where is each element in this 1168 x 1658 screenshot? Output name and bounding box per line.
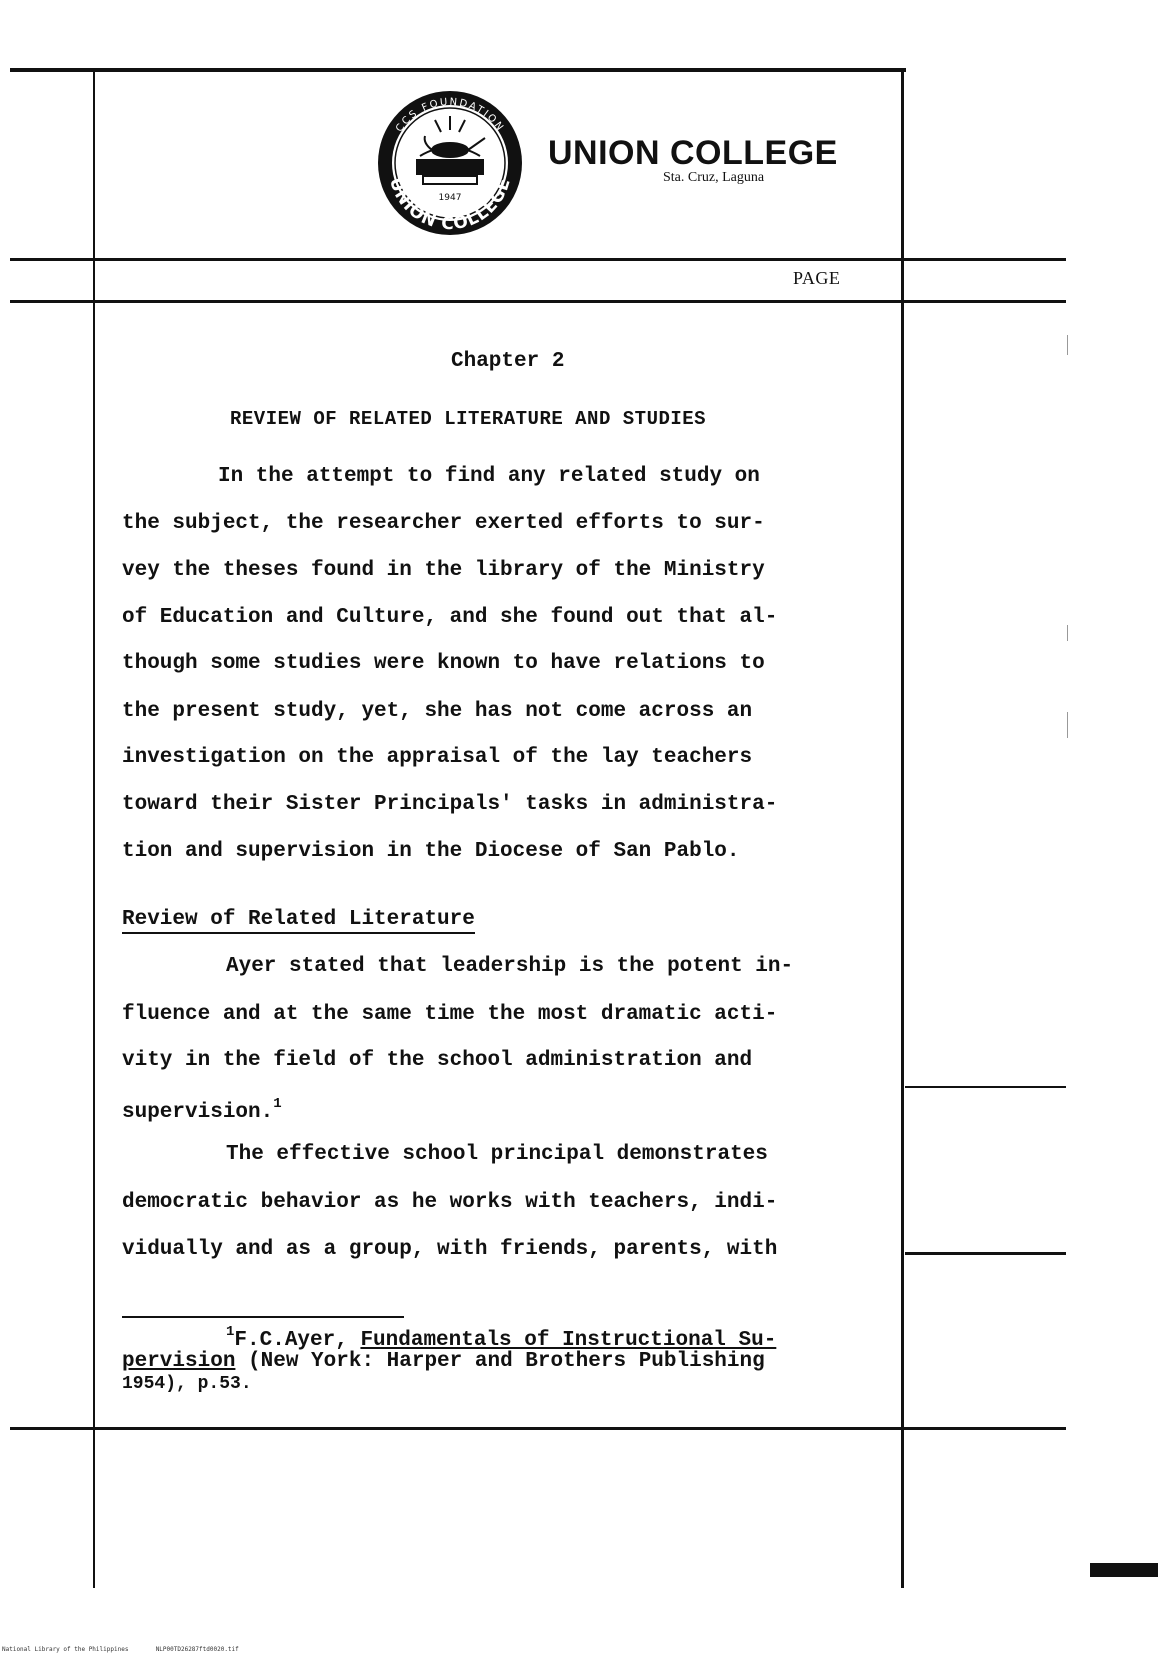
text-line: though some studies were known to have relations to bbox=[122, 652, 765, 675]
scan-footer bbox=[2, 1646, 239, 1653]
text-line: the present study, yet, she has not come across an bbox=[122, 700, 753, 723]
text-line: vey the theses found in the library of the Ministry bbox=[122, 559, 765, 582]
college-name: UNION COLLEGE bbox=[548, 134, 838, 172]
text-line: vity in the field of the school administration and bbox=[122, 1049, 753, 1072]
svg-text:CCS FOUNDATION: CCS FOUNDATION bbox=[393, 96, 506, 135]
chapter-title: REVIEW OF RELATED LITERATURE AND STUDIES bbox=[230, 408, 707, 430]
text-line: investigation on the appraisal of the lay teachers bbox=[122, 746, 753, 769]
page-row-rule bbox=[10, 300, 1066, 303]
scan-library: National Library of the Philippines bbox=[2, 1646, 129, 1653]
svg-text:UNION COLLEGE: UNION COLLEGE bbox=[384, 175, 515, 235]
chapter-number: Chapter 2 bbox=[451, 350, 565, 373]
footnote-reference: 1 bbox=[273, 1096, 282, 1112]
college-seal-logo bbox=[375, 88, 525, 238]
text-line: supervision. bbox=[122, 1101, 274, 1124]
svg-text:1947: 1947 bbox=[438, 193, 462, 203]
footnote-publisher: (New York: Harper and Brothers Publishing bbox=[235, 1350, 765, 1373]
left-border bbox=[93, 70, 95, 1588]
text-line: In the attempt to find any related study on bbox=[218, 465, 760, 488]
header-rule bbox=[10, 258, 1066, 261]
margin-rule-1 bbox=[905, 1086, 1066, 1088]
footnote-mark: 1 bbox=[226, 1324, 235, 1340]
bottom-rule bbox=[10, 1427, 1066, 1430]
college-location: Sta. Cruz, Laguna bbox=[663, 170, 765, 185]
page-label: PAGE bbox=[793, 268, 841, 288]
section-heading: Review of Related Literature bbox=[122, 908, 475, 934]
scan-file-id: NLP00TD26287ftd0020.tif bbox=[155, 1646, 239, 1653]
text-line: fluence and at the same time the most dramatic acti- bbox=[122, 1003, 778, 1026]
text-line: the subject, the researcher exerted efforts to sur- bbox=[122, 512, 765, 535]
text-line: of Education and Culture, and she found out that al- bbox=[122, 606, 778, 629]
footnote-line-1 bbox=[226, 1324, 776, 1352]
margin-rule-2 bbox=[905, 1252, 1066, 1255]
footnote-line-3: 1954), p.53. bbox=[122, 1374, 252, 1394]
right-border bbox=[901, 68, 904, 1588]
footnote-title: Fundamentals of Instructional Su- bbox=[360, 1329, 777, 1352]
text-line: democratic behavior as he works with teachers, indi- bbox=[122, 1191, 778, 1214]
text-line: The effective school principal demonstrates bbox=[226, 1143, 768, 1166]
top-border bbox=[10, 68, 906, 72]
footnote-line-2 bbox=[122, 1350, 765, 1373]
text-line: Ayer stated that leadership is the potent in- bbox=[226, 955, 794, 978]
footnote-separator bbox=[122, 1316, 404, 1318]
scan-edge-mark bbox=[1090, 1563, 1158, 1577]
footnote-author: F.C.Ayer, bbox=[234, 1329, 361, 1352]
text-line: toward their Sister Principals' tasks in administra- bbox=[122, 793, 778, 816]
text-line: vidually and as a group, with friends, parents, with bbox=[122, 1238, 778, 1261]
footnote-title-cont: pervision bbox=[122, 1350, 236, 1373]
text-line: tion and supervision in the Diocese of San Pablo. bbox=[122, 840, 740, 863]
